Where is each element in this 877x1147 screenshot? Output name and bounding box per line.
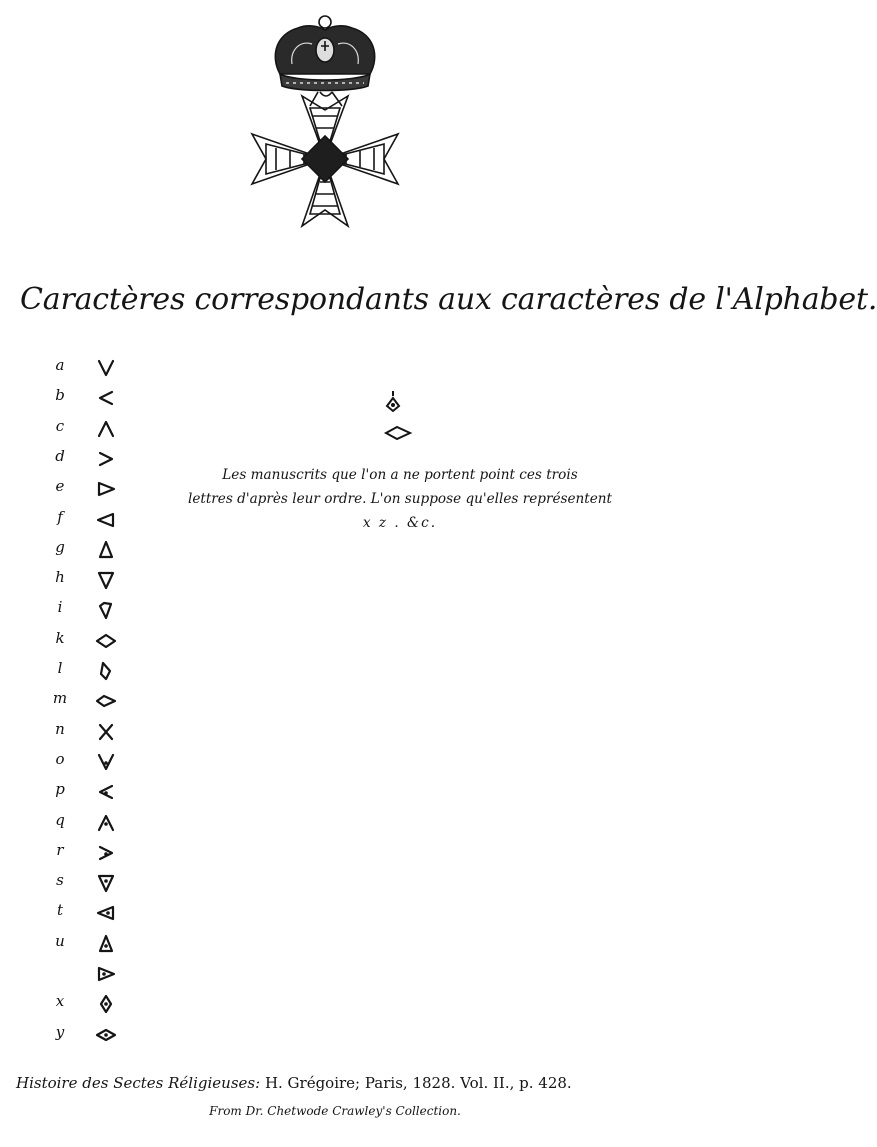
right-triangle-dot-glyph (94, 963, 118, 985)
alphabet-row (30, 508, 140, 538)
alphabet-letter: e (55, 477, 65, 496)
alphabet-letter: g (55, 537, 65, 556)
diamond-dot-glyph (94, 1024, 118, 1046)
caret-glyph (94, 418, 118, 440)
alphabet-letter: y (55, 1022, 65, 1041)
alphabet-letter: k (55, 628, 65, 647)
collection-credit: From Dr. Chetwode Crawley's Collection. (209, 1104, 461, 1118)
publication-details: H. Grégoire; Paris, 1828. Vol. II., p. 428. (264, 1074, 572, 1092)
alphabet-row (30, 780, 140, 810)
manuscript-note (180, 463, 620, 535)
flat-diamond-glyph (94, 690, 118, 712)
up-triangle-dot-glyph (94, 933, 118, 955)
alphabet-letter: n (55, 719, 65, 738)
alphabet-letter: b (55, 386, 65, 405)
flat-diamond-glyph (383, 424, 413, 442)
x-glyph (94, 721, 118, 743)
alphabet-row (30, 901, 140, 931)
alphabet-row (30, 538, 140, 568)
alphabet-row (30, 356, 140, 386)
alphabet-row (30, 447, 140, 477)
source-citation (16, 1074, 666, 1092)
alphabet-row (30, 841, 140, 871)
alphabet-letter: s (56, 871, 64, 890)
alphabet-row (30, 962, 140, 992)
up-triangle-glyph (94, 539, 118, 561)
crowned-maltese-cross-icon (240, 8, 420, 263)
greater-than-dot-glyph (94, 842, 118, 864)
note-line-1: Les manuscrits que l'on a ne portent point ces trois (222, 467, 578, 483)
alphabet-letter: m (52, 689, 68, 708)
alphabet-letter: a (55, 356, 65, 374)
less-than-dot-glyph (94, 781, 118, 803)
v-glyph (94, 357, 118, 379)
greater-than-glyph (94, 448, 118, 470)
alphabet-row (30, 992, 140, 1022)
caret-dot-glyph (94, 812, 118, 834)
work-title: Histoire des Sectes Réligieuses: (16, 1074, 261, 1092)
alphabet-letter: f (57, 507, 63, 526)
alphabet-row (30, 629, 140, 659)
down-kite-glyph (94, 599, 118, 621)
alphabet-row (30, 568, 140, 598)
alphabet-letter: c (55, 416, 65, 435)
alphabet-row (30, 1023, 140, 1053)
alphabet-row (30, 689, 140, 719)
alphabet-row (30, 477, 140, 507)
alphabet-row (30, 386, 140, 416)
alphabet-row (30, 811, 140, 841)
diamond-glyph (94, 630, 118, 652)
left-triangle-glyph (94, 509, 118, 531)
kite-dot-glyph (94, 993, 118, 1015)
left-triangle-dot-glyph (94, 902, 118, 924)
alphabet-row (30, 598, 140, 628)
alphabet-row (30, 750, 140, 780)
alphabet-row (30, 659, 140, 689)
note-line-3: x z . &c. (362, 515, 438, 531)
alphabet-row (30, 417, 140, 447)
note-line-2: lettres d'après leur ordre. L'on suppose qu'elles représentent (187, 491, 613, 507)
alphabet-row (30, 871, 140, 901)
alphabet-letter: q (55, 810, 65, 829)
alphabet-letter: x (55, 992, 65, 1011)
down-triangle-dot-glyph (94, 872, 118, 894)
alphabet-letter: h (55, 568, 65, 587)
alphabet-letter: l (57, 659, 63, 677)
down-triangle-glyph (94, 569, 118, 591)
alphabet-row (30, 932, 140, 962)
alphabet-letter: i (57, 598, 63, 617)
right-triangle-glyph (94, 478, 118, 500)
alphabet-letter: t (56, 901, 64, 920)
alphabet-letter: o (55, 749, 65, 768)
page-title: Caractères correspondants aux caractères de l'Alphabet. (20, 282, 877, 317)
less-than-glyph (94, 387, 118, 409)
v-dot-glyph (94, 751, 118, 773)
spade-kite-glyph (383, 388, 403, 414)
alphabet-letter: p (55, 780, 65, 799)
alphabet-row (30, 720, 140, 750)
alphabet-letter: d (55, 446, 65, 465)
alphabet-letter: u (55, 931, 65, 950)
alphabet-letter: r (56, 840, 64, 859)
tilted-kite-glyph (94, 660, 118, 682)
